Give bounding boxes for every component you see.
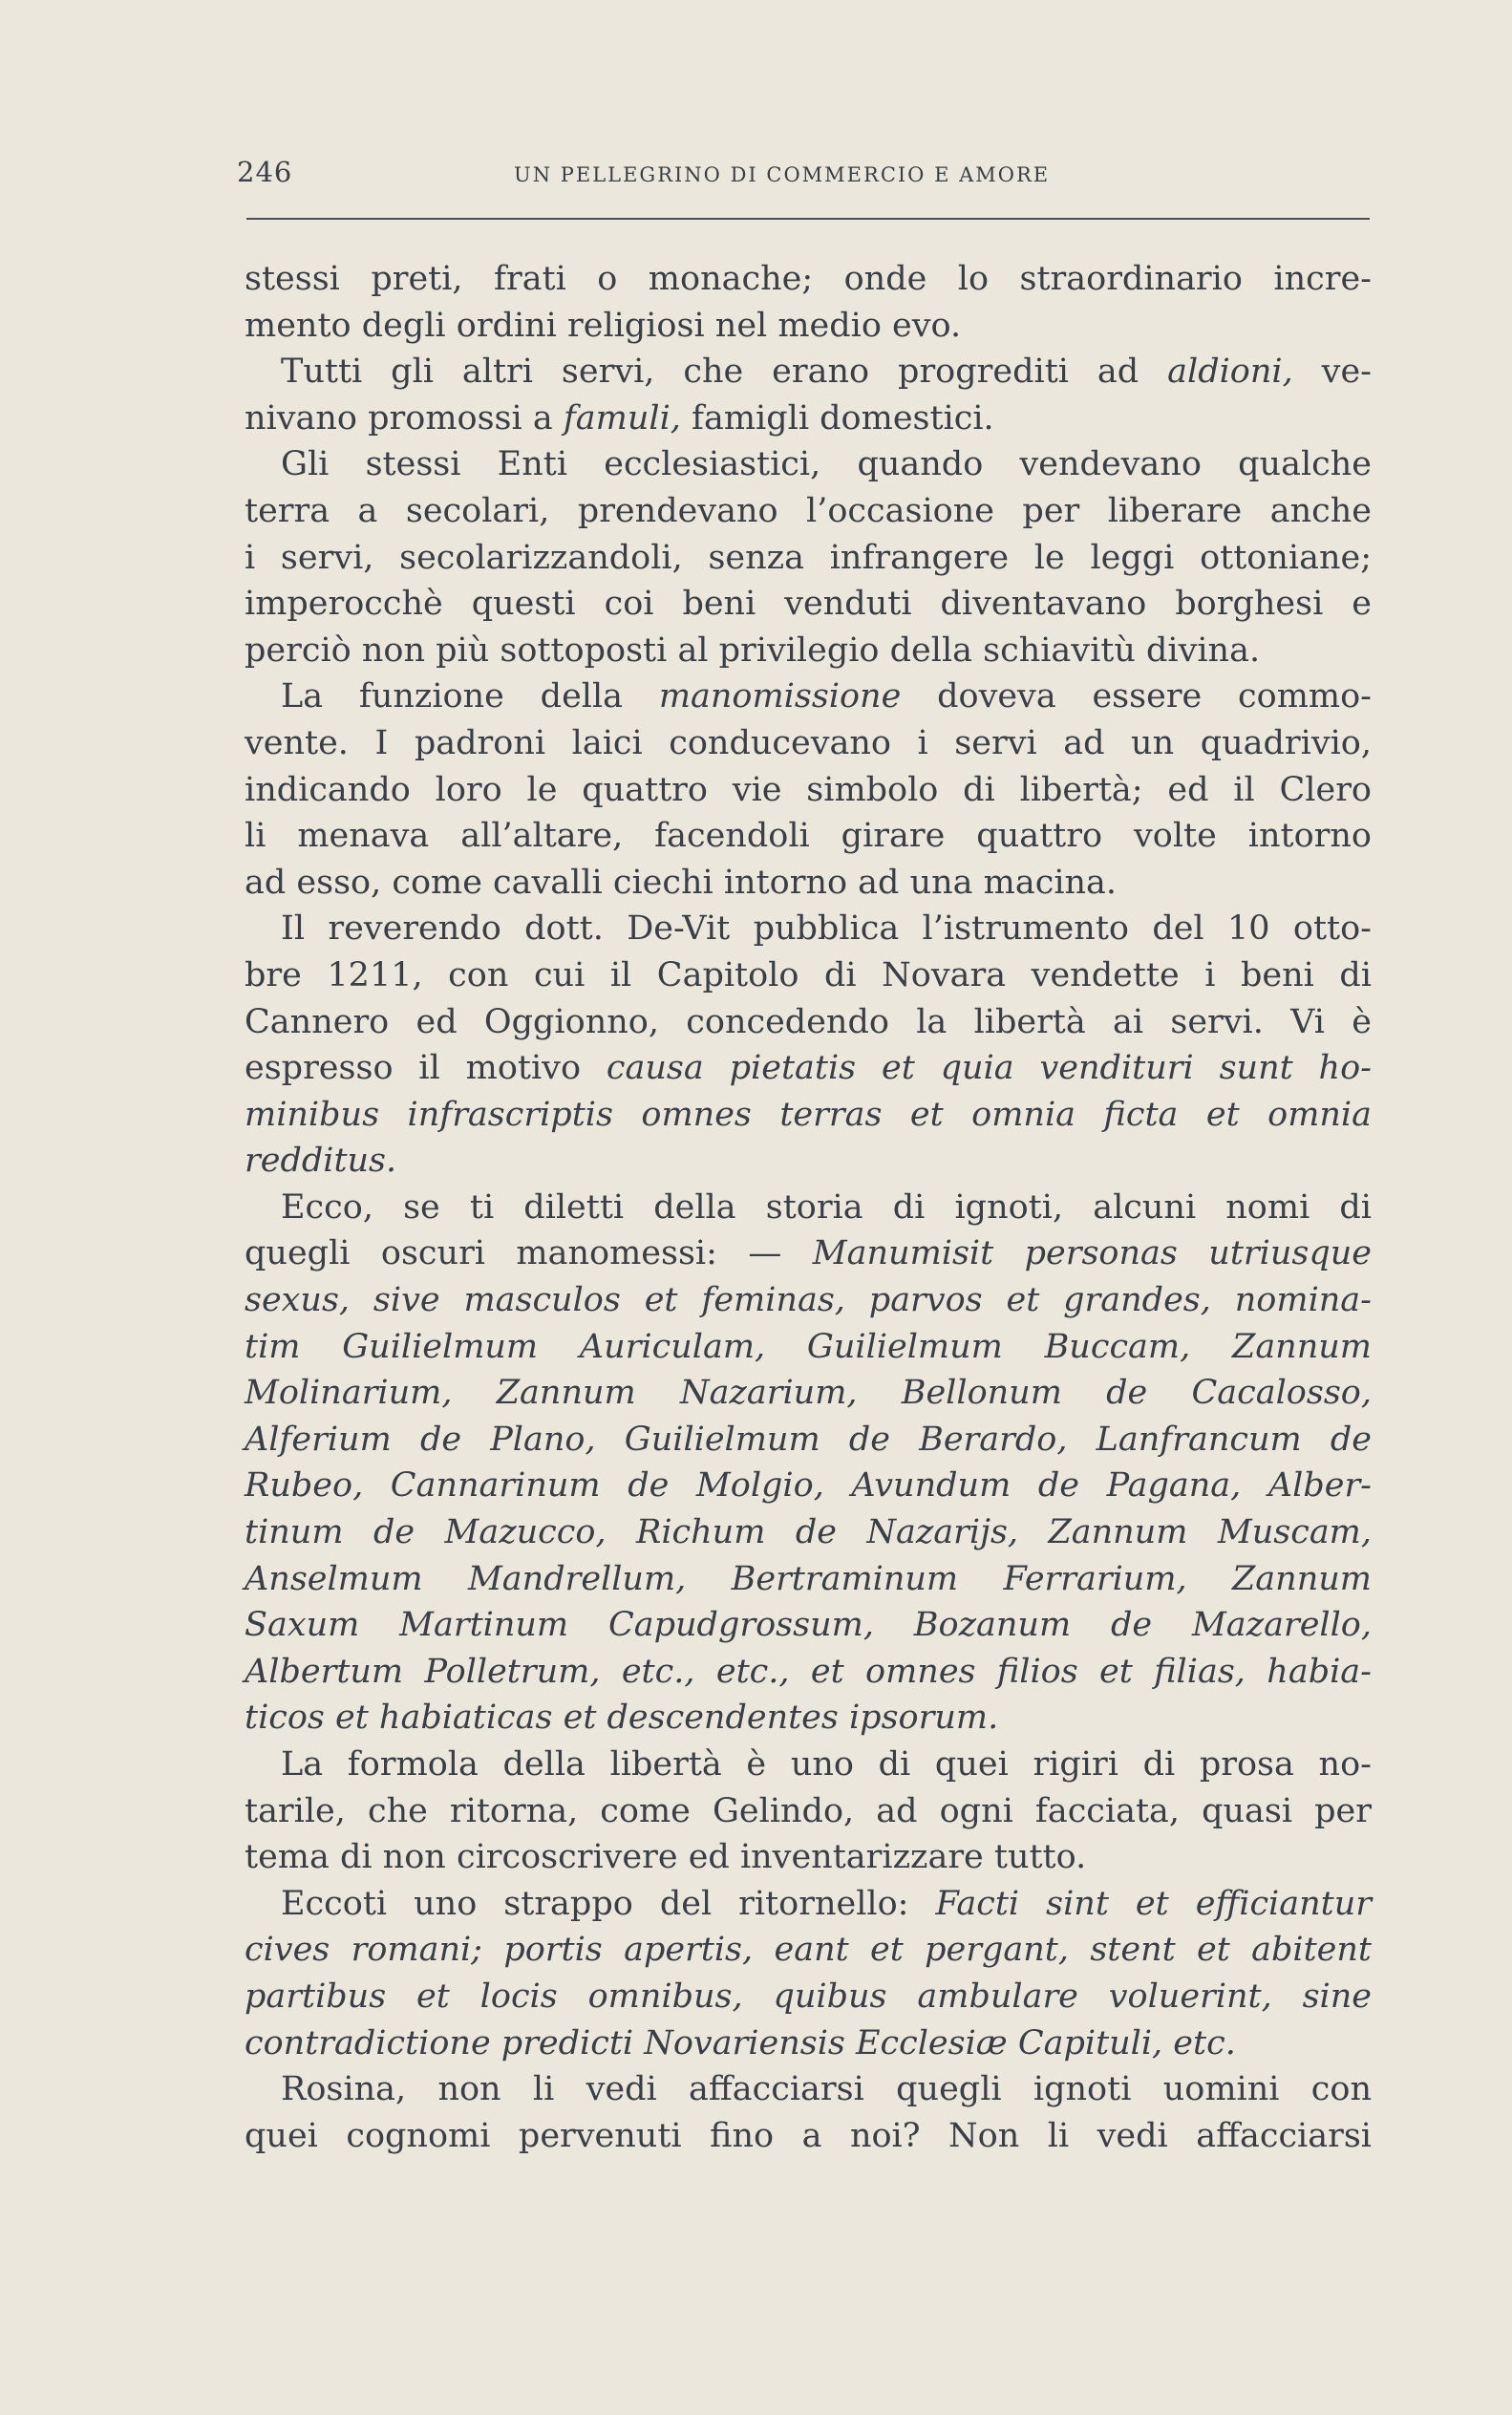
text-line: sexus, sive masculos et feminas, parvos et grandes, nomina- xyxy=(245,1281,1372,1320)
text-line: Tutti gli altri servi, che erano progrediti ad aldioni, ve- xyxy=(281,353,1372,392)
text-line: quei cognomi pervenuti fino a noi? Non li vedi affacciarsi xyxy=(245,2116,1372,2155)
text-line: Gli stessi Enti ecclesiastici, quando vendevano qualche xyxy=(281,445,1372,484)
text-line: stessi preti, frati o monache; onde lo straordinario incre- xyxy=(245,260,1372,298)
running-title: UN PELLEGRINO DI COMMERCIO E AMORE xyxy=(514,163,1051,186)
text-line: indicando loro le quattro vie simbolo di libertà; ed il Clero xyxy=(245,770,1372,809)
text-line: i servi, secolarizzandoli, senza infrangere le leggi ottoniane; xyxy=(245,538,1372,577)
text-line: perciò non più sottoposti al privilegio della schiavitù divina. xyxy=(245,630,1261,670)
text-line: Anselmum Mandrellum, Bertraminum Ferrarium, Zannum xyxy=(245,1559,1372,1598)
text-line: Rosina, non li vedi affacciarsi quegli ignoti uomini con xyxy=(281,2070,1372,2109)
text-line: Rubeo, Cannarinum de Molgio, Avundum de Pagana, Alber- xyxy=(245,1466,1372,1506)
text-line: ticos et habiaticas et descendentes ipsorum. xyxy=(245,1699,999,1738)
text-line: La funzione della manomissione doveva essere commo- xyxy=(281,677,1372,716)
text-line: minibus infrascriptis omnes terras et omnia ficta et omnia xyxy=(245,1095,1372,1134)
text-line: tarile, che ritorna, come Gelindo, ad ogni facciata, quasi per xyxy=(245,1791,1372,1830)
text-line: li menava all’altare, facendoli girare quattro volte intorno xyxy=(245,817,1372,856)
text-line: imperocchè questi coi beni venduti diventavano borghesi e xyxy=(245,585,1372,624)
text-line: vente. I padroni laici conducevano i servi ad un quadrivio, xyxy=(245,723,1372,762)
text-line: Alferium de Plano, Guilielmum de Berardo, Lanfrancum de xyxy=(245,1420,1372,1459)
text-line: espresso il motivo causa pietatis et quia vendituri sunt ho- xyxy=(245,1049,1372,1088)
text-line: Ecco, se ti diletti della storia di ignoti, alcuni nomi di xyxy=(281,1187,1372,1227)
text-line: tim Guilielmum Auriculam, Guilielmum Buccam, Zannum xyxy=(245,1327,1372,1366)
page-number: 246 xyxy=(237,156,293,188)
header-rule xyxy=(246,218,1370,220)
text-line: contradictione predicti Novariensis Ecclesiæ Capituli, etc. xyxy=(245,2023,1236,2062)
page-header xyxy=(237,156,1370,194)
text-line: tema di non circoscrivere ed inventarizzare tutto. xyxy=(245,1838,1087,1877)
text-line: partibus et locis omnibus, quibus ambulare voluerint, sine xyxy=(245,1977,1372,2016)
text-line: La formola della libertà è uno di quei rigiri di prosa no- xyxy=(281,1745,1372,1784)
text-line: Cannero ed Oggionno, concedendo la libertà ai servi. Vi è xyxy=(245,1002,1372,1041)
text-line: Albertum Polletrum, etc., etc., et omnes filios et filias, habia- xyxy=(245,1652,1372,1691)
text-line: cives romani; portis apertis, eant et pergant, stent et abitent xyxy=(245,1931,1372,1970)
text-line: mento degli ordini religiosi nel medio evo. xyxy=(245,306,962,345)
text-line: terra a secolari, prendevano l’occasione per liberare anche xyxy=(245,491,1372,530)
text-line: Il reverendo dott. De-Vit pubblica l’istrumento del 10 otto- xyxy=(281,909,1372,949)
text-line: quegli oscuri manomessi: — Manumisit personas utriusque xyxy=(245,1234,1372,1273)
text-line: redditus. xyxy=(245,1142,397,1181)
text-line: ad esso, come cavalli ciechi intorno ad una macina. xyxy=(245,863,1118,902)
text-line: Molinarium, Zannum Nazarium, Bellonum de Cacalosso, xyxy=(245,1374,1372,1413)
text-line: Saxum Martinum Capudgrossum, Bozanum de Mazarello, xyxy=(245,1606,1372,1645)
body-text xyxy=(245,256,1372,2159)
text-line: tinum de Mazucco, Richum de Nazarijs, Zannum Muscam, xyxy=(245,1513,1372,1552)
text-line: nivano promossi a famuli, famigli domestici. xyxy=(245,398,994,438)
text-line: Eccoti uno strappo del ritornello: Facti sint et efficiantur xyxy=(281,1884,1372,1923)
text-line: bre 1211, con cui il Capitolo di Novara vendette i beni di xyxy=(245,955,1372,994)
